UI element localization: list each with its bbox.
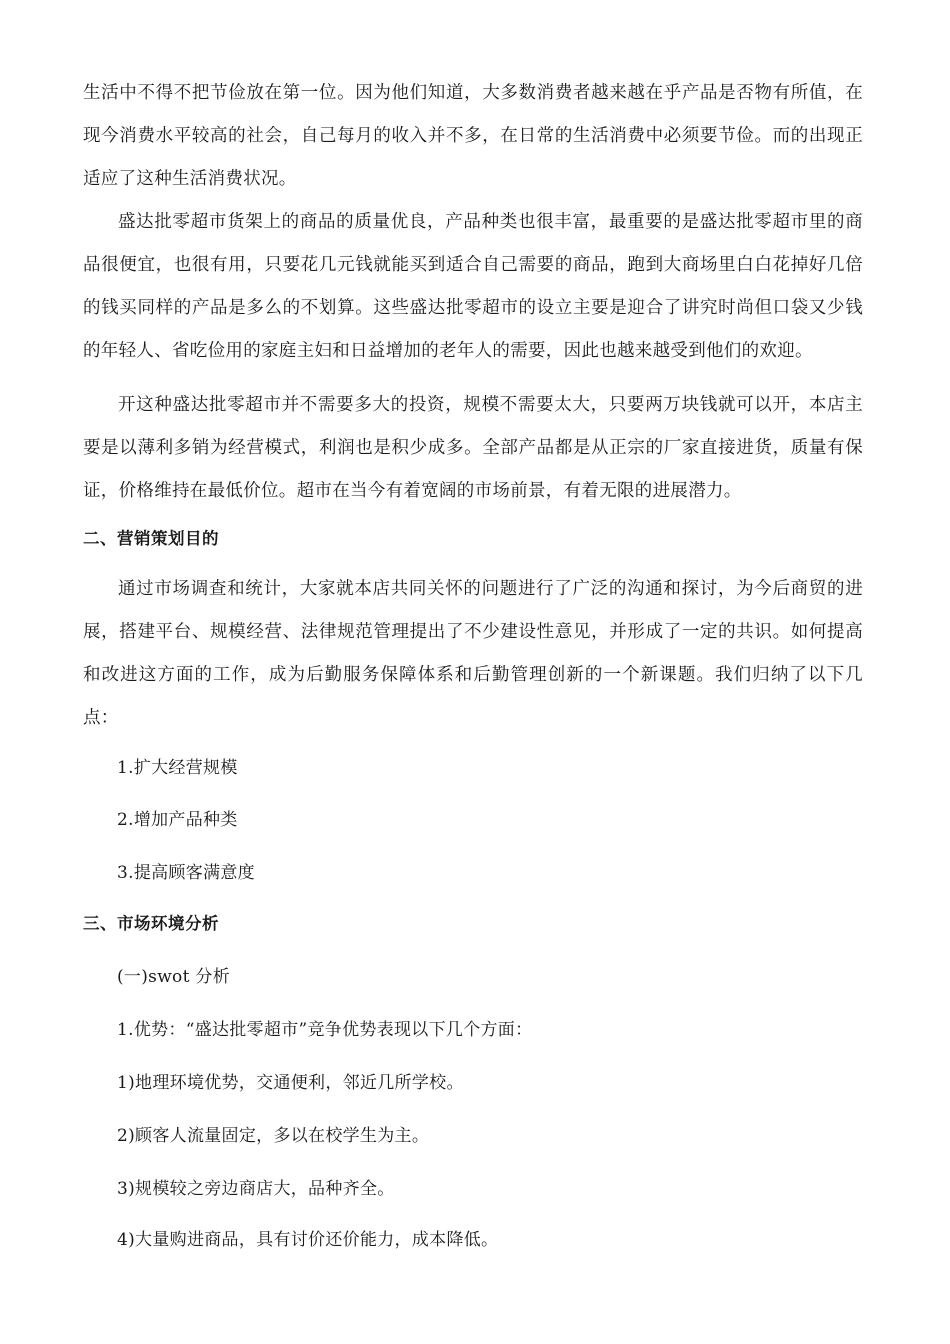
swot-advantage-item-2: 2)顾客人流量固定，多以在校学生为主。 bbox=[117, 1126, 430, 1146]
paragraph-market-survey: 通过市场调查和统计，大家就本店共同关怀的问题进行了广泛的沟通和探讨，为今后商贸的进展，搭建平台、规模经营、法律规范管理提出了不少建设性意见，并形成了一定的共识。如何提高和改进这方面的工作，成为后勤服务保障体系和后勤管理创新的一个新课题。我们归纳了以下几点： bbox=[83, 579, 863, 728]
goal-item-2: 2.增加产品种类 bbox=[117, 810, 238, 830]
section-heading-market-analysis: 三、市场环境分析 bbox=[83, 914, 219, 933]
swot-advantage-item-4: 4)大量购进商品，具有讨价还价能力，成本降低。 bbox=[117, 1230, 499, 1250]
goal-item-1: 1.扩大经营规模 bbox=[117, 758, 238, 778]
subsection-swot-title: (一)swot 分析 bbox=[117, 967, 231, 987]
swot-advantage-item-3: 3)规模较之旁边商店大，品种齐全。 bbox=[117, 1179, 395, 1199]
swot-advantage-item-1: 1)地理环境优势，交通便利，邻近几所学校。 bbox=[117, 1073, 464, 1093]
goal-item-3: 3.提高顾客满意度 bbox=[117, 863, 255, 883]
paragraph-investment: 开这种盛达批零超市并不需要多大的投资，规模不需要太大，只要两万块钱就可以开，本店主要是以薄利多销为经营模式，利润也是积少成多。全部产品都是从正宗的厂家直接进货，质量有保证，价格维持在最低价位。超市在当今有着宽阔的市场前景，有着无限的进展潜力。 bbox=[83, 395, 863, 501]
swot-advantage-intro: 1.优势：“盛达批零超市”竞争优势表现以下几个方面： bbox=[117, 1020, 533, 1040]
paragraph-intro-continued: 生活中不得不把节俭放在第一位。因为他们知道，大多数消费者越来越在乎产品是否物有所值，在现今消费水平较高的社会，自己每月的收入并不多，在日常的生活消费中必须要节俭。而的出现正适应了这种生活消费状况。 bbox=[83, 83, 863, 189]
paragraph-product-quality: 盛达批零超市货架上的商品的质量优良，产品种类也很丰富，最重要的是盛达批零超市里的商品很便宜，也很有用，只要花几元钱就能买到适合自己需要的商品，跑到大商场里白白花掉好几倍的钱买同样的产品是多么的不划算。这些盛达批零超市的设立主要是迎合了讲究时尚但口袋又少钱的年轻人、省吃俭用的家庭主妇和日益增加的老年人的需要，因此也越来越受到他们的欢迎。 bbox=[83, 212, 863, 361]
section-heading-marketing-goal: 二、营销策划目的 bbox=[83, 529, 219, 548]
